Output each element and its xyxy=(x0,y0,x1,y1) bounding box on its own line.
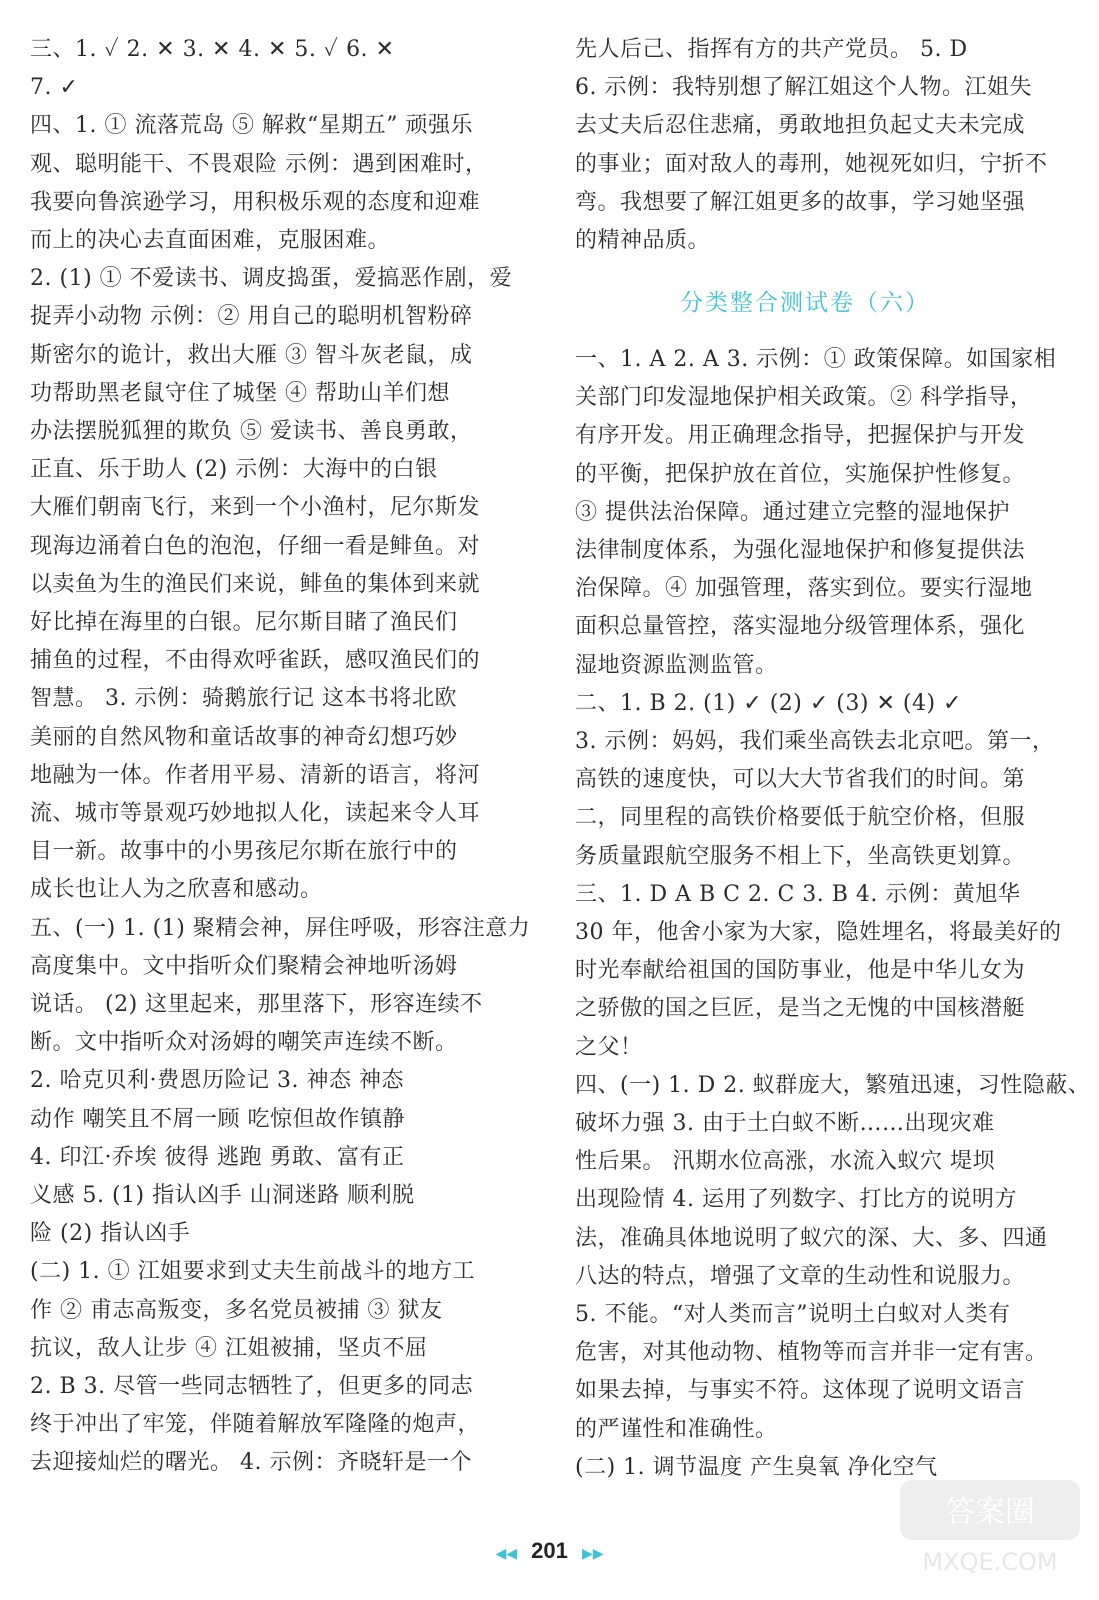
text-line: 的平衡，把保护放在首位，实施保护性修复。 xyxy=(575,462,1026,487)
text-line: 时光奉献给祖国的国防事业，他是中华儿女为 xyxy=(575,958,1026,983)
text-line: 性后果。 汛期水位高涨，水流入蚁穴 堤坝 xyxy=(575,1149,995,1174)
text-line: 5. 不能。“对人类而言”说明土白蚁对人类有 xyxy=(575,1302,1011,1327)
text-line: 面积总量管控，落实湿地分级管理体系，强化 xyxy=(575,614,1026,639)
prev-arrow-icon: ◀◀ xyxy=(495,1545,518,1561)
text-line: (二) 1. ① 江姐要求到丈夫生前战斗的地方工 xyxy=(30,1259,476,1284)
text-line: 成长也让人为之欣喜和感动。 xyxy=(30,877,323,902)
text-line: 办法摆脱狐狸的欺负 ⑤ 爱读书、善良勇敢， xyxy=(30,419,473,444)
text-line: 去迎接灿烂的曙光。 4. 示例：齐晓轩是一个 xyxy=(30,1450,472,1475)
text-line: 7. ✓ xyxy=(30,75,79,100)
text-line: 四、(一) 1. D 2. 蚁群庞大，繁殖迅速，习性隐蔽、 xyxy=(575,1073,1091,1098)
text-line: 抗议，敌人让步 ④ 江姐被捕，坚贞不屈 xyxy=(30,1336,428,1361)
text-line: 关部门印发湿地保护相关政策。② 科学指导， xyxy=(575,385,1033,410)
text-line: 捉弄小动物 示例：② 用自己的聪明机智粉碎 xyxy=(30,304,473,329)
text-line: 出现险情 4. 运用了列数字、打比方的说明方 xyxy=(575,1187,1017,1212)
text-line: 高度集中。文中指听众们聚精会神地听汤姆 xyxy=(30,954,458,979)
text-line: 法律制度体系，为强化湿地保护和修复提供法 xyxy=(575,538,1026,563)
text-line: 三、1. ✓ 2. ✕ 3. ✕ 4. ✕ 5. ✓ 6. ✕ xyxy=(30,37,395,62)
text-line: 流、城市等景观巧妙地拟人化，读起来令人耳 xyxy=(30,801,481,826)
text-line: 2. 哈克贝利·费恩历险记 3. 神态 神态 xyxy=(30,1068,404,1093)
text-line: 美丽的自然风物和童话故事的神奇幻想巧妙 xyxy=(30,725,458,750)
text-line: 断。文中指听众对汤姆的嘲笑声连续不断。 xyxy=(30,1030,458,1055)
text-line: 有序开发。用正确理念指导，把握保护与开发 xyxy=(575,423,1026,448)
text-line: 八达的特点，增强了文章的生动性和说服力。 xyxy=(575,1264,1026,1289)
next-arrow-icon: ▶▶ xyxy=(581,1545,604,1561)
text-line: 正直、乐于助人 (2) 示例：大海中的白银 xyxy=(30,457,438,482)
text-line: 之骄傲的国之巨匠，是当之无愧的中国核潜艇 xyxy=(575,996,1026,1021)
text-line: 四、1. ① 流落荒岛 ⑤ 解救“星期五” 顽强乐 xyxy=(30,113,473,138)
text-line: 观、聪明能干、不畏艰险 示例：遇到困难时， xyxy=(30,152,488,177)
text-line: 治保障。④ 加强管理，落实到位。要实行湿地 xyxy=(575,576,1033,601)
text-line: 的事业；面对敌人的毒刑，她视死如归，宁折不 xyxy=(575,152,1048,177)
text-line: 作 ② 甫志高叛变，多名党员被捕 ③ 狱友 xyxy=(30,1298,443,1323)
text-line: 目一新。故事中的小男孩尼尔斯在旅行中的 xyxy=(30,839,458,864)
page-number: 201 xyxy=(531,1538,568,1563)
text-line: 义感 5. (1) 指认凶手 山洞迷路 顺利脱 xyxy=(30,1183,415,1208)
text-line: 危害，对其他动物、植物等而言并非一定有害。 xyxy=(575,1340,1048,1365)
text-line: 的严谨性和准确性。 xyxy=(575,1417,778,1442)
text-line: 斯密尔的诡计，救出大雁 ③ 智斗灰老鼠，成 xyxy=(30,343,473,368)
text-line: 二，同里程的高铁价格要低于航空价格，但服 xyxy=(575,805,1026,830)
text-line: 30 年，他舍小家为大家，隐姓埋名，将最美好的 xyxy=(575,920,1062,945)
text-line: 地融为一体。作者用平易、清新的语言，将河 xyxy=(30,763,481,788)
text-line: 三、1. D A B C 2. C 3. B 4. 示例：黄旭华 xyxy=(575,882,1021,907)
text-line: 险 (2) 指认凶手 xyxy=(30,1221,191,1246)
text-line: 2. (1) ① 不爱读书、调皮捣蛋，爱搞恶作剧，爱 xyxy=(30,266,513,291)
text-line: 高铁的速度快，可以大大节省我们的时间。第 xyxy=(575,767,1026,792)
text-line: 一、1. A 2. A 3. 示例：① 政策保障。如国家相 xyxy=(575,347,1057,372)
section-title: 分类整合测试卷（六） xyxy=(680,290,930,316)
text-line: 我要向鲁滨逊学习，用积极乐观的态度和迎难 xyxy=(30,190,481,215)
text-line: 以卖鱼为生的渔民们来说，鲱鱼的集体到来就 xyxy=(30,572,481,597)
text-line: 大雁们朝南飞行，来到一个小渔村，尼尔斯发 xyxy=(30,495,481,520)
text-line: 智慧。 3. 示例：骑鹅旅行记 这本书将北欧 xyxy=(30,686,457,711)
text-line: 捕鱼的过程，不由得欢呼雀跃，感叹渔民们的 xyxy=(30,648,481,673)
text-line: ③ 提供法治保障。通过建立完整的湿地保护 xyxy=(575,500,1010,525)
svg-text:答案圈: 答案圈 xyxy=(945,1495,1035,1530)
text-line: 之父！ xyxy=(575,1035,643,1060)
text-line: 湿地资源监测监管。 xyxy=(575,653,778,678)
text-line: 动作 嘲笑且不屑一顾 吃惊但故作镇静 xyxy=(30,1107,405,1132)
text-line: (二) 1. 调节温度 产生臭氧 净化空气 xyxy=(575,1455,938,1480)
text-line: 二、1. B 2. (1) ✓ (2) ✓ (3) ✕ (4) ✓ xyxy=(575,691,962,716)
text-line: 好比掉在海里的白银。尼尔斯目睹了渔民们 xyxy=(30,610,458,635)
text-line: 终于冲出了牢笼，伴随着解放军隆隆的炮声， xyxy=(30,1412,481,1437)
text-line: 务质量跟航空服务不相上下，坐高铁更划算。 xyxy=(575,844,1026,869)
text-line: 弯。我想要了解江姐更多的故事，学习她坚强 xyxy=(575,190,1026,215)
text-line: 6. 示例：我特别想了解江姐这个人物。江姐失 xyxy=(575,75,1032,100)
text-line: 去丈夫后忍住悲痛，勇敢地担负起丈夫未完成 xyxy=(575,113,1026,138)
text-line: 现海边涌着白色的泡泡，仔细一看是鲱鱼。对 xyxy=(30,534,481,559)
text-line: 法，准确具体地说明了蚁穴的深、大、多、四通 xyxy=(575,1226,1048,1251)
text-line: 的精神品质。 xyxy=(575,228,711,253)
text-line: 3. 示例：妈妈，我们乘坐高铁去北京吧。第一， xyxy=(575,729,1055,754)
text-line: 而上的决心去直面困难，克服困难。 xyxy=(30,228,391,253)
text-line: 2. B 3. 尽管一些同志牺牲了，但更多的同志 xyxy=(30,1374,474,1399)
text-line: 说话。 (2) 这里起来，那里落下，形容连续不 xyxy=(30,992,483,1017)
text-line: 如果去掉，与事实不符。这体现了说明文语言 xyxy=(575,1378,1026,1403)
text-line: 先人后己、指挥有方的共产党员。 5. D xyxy=(575,37,968,62)
svg-text:MXQE.COM: MXQE.COM xyxy=(922,1548,1058,1576)
text-line: 功帮助黑老鼠守住了城堡 ④ 帮助山羊们想 xyxy=(30,381,450,406)
text-line: 4. 印江·乔埃 彼得 逃跑 勇敢、富有正 xyxy=(30,1145,405,1170)
watermark-logo xyxy=(900,1480,1080,1580)
text-line: 破坏力强 3. 由于土白蚁不断……出现灾难 xyxy=(575,1111,995,1136)
text-line: 五、(一) 1. (1) 聚精会神，屏住呼吸，形容注意力 xyxy=(30,916,531,941)
